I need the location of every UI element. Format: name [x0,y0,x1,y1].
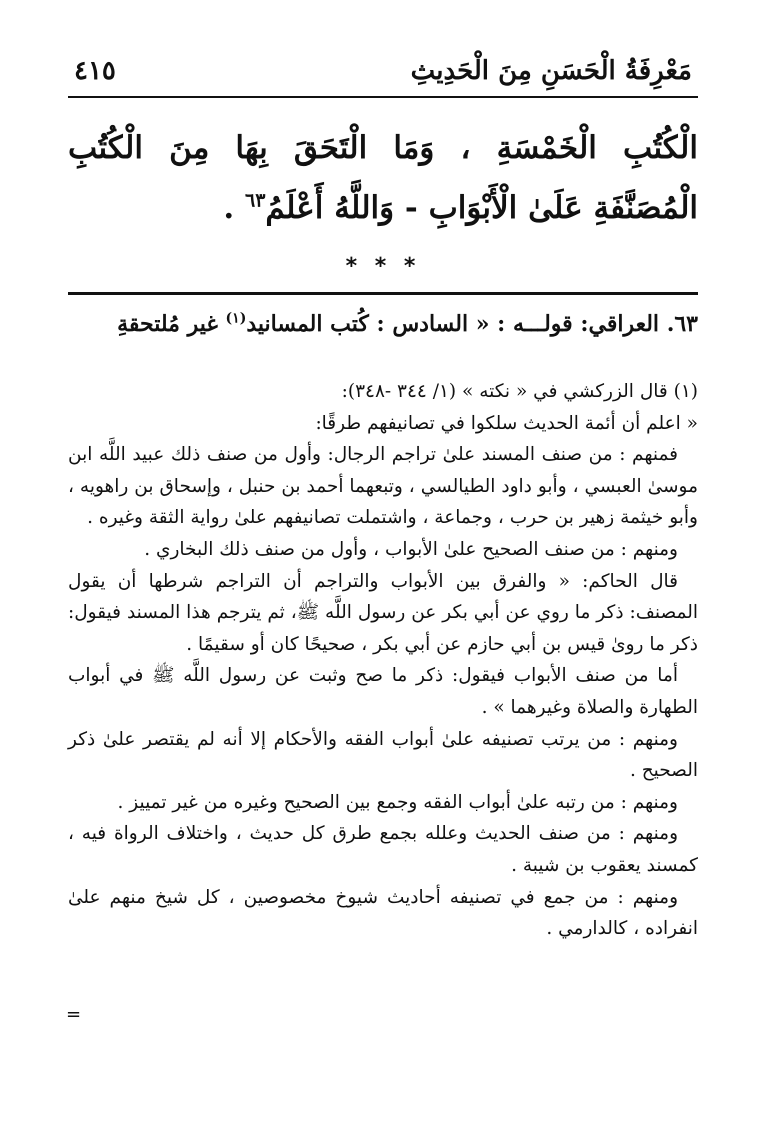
note-number: ٦٣. [666,311,698,337]
footnote-paragraph: ومنهم : من يرتب تصنيفه علىٰ أبواب الفقه والأحكام إلا أنه لم يقتصر علىٰ ذكر الصحيح . [68,728,698,782]
notes-divider [68,292,698,295]
footnotes [68,376,698,945]
note-quote-end: غير مُلتحقةِ [117,311,218,337]
footnote-paragraph: « اعلم أن أئمة الحديث سلكوا في تصانيفهم طرقًا: [315,412,698,434]
page-number: ٤١٥ [74,56,116,86]
section-separator: * * * [345,254,421,279]
header-rule [68,96,698,98]
note-author: العراقي: [580,311,660,337]
footnote-marker: (١) [225,310,247,327]
footnote-paragraph: فمنهم : من صنف المسند علىٰ تراجم الرجال: وأول من صنف ذلك عبيد اللَّه ابن موسىٰ العبسي ، وأبو داود الطيالسي ، وتبعهما أحمد بن حنبل ، وإسحاق بن راهويه ، وأبو خيثمة زهير بن حرب ، وجماعة ، واشتملت تصانيفهم علىٰ رواية الثقة وغيره . [68,444,698,529]
footnote-paragraph: ومنهم : من رتبه علىٰ أبواب الفقه وجمع بين الصحيح وغيره من غير تمييز . [117,791,678,813]
note-quote-start: قولـــه : « السادس : كُتب المسانيد [246,311,573,337]
footnote-paragraph: ومنهم : من جمع في تصنيفه أحاديث شيوخ مخصوصين ، كل شيخ منهم علىٰ انفراده ، كالدارمي . [68,886,698,940]
footnote-paragraph: ومنهم : من صنف الحديث وعلله بجمع طرق كل حديث ، واختلاف الرواة فيه ، كمسند يعقوب بن شيبة . [68,823,698,876]
main-end-punct: . [223,190,245,226]
footnote-paragraph: قال الحاكم: « والفرق بين الأبواب والتراجم أن التراجم شرطها أن يقول المصنف: ذكر ما روي عن أبي بكر عن رسول اللَّه ﷺ، ثم يترجم هذا المسند فيقول: ذكر ما روىٰ قيس بن أبي حازم عن أبي بكر ، صحيحًا كان أو سقيمًا . [68,570,698,655]
main-text-body: الْكُتُبِ الْخَمْسَةِ ، وَمَا الْتَحَقَ بِهَا مِنَ الْكُتُبِ الْمُصَنَّفَةِ عَلَىٰ الْأَبْوَابِ - وَاللَّهُ أَعْلَمُ [68,130,698,226]
main-note-ref: ٦٣ [244,189,266,212]
continuation-mark: = [66,1004,82,1025]
footnote-paragraph: ومنهم : من صنف الصحيح علىٰ الأبواب ، وأول من صنف ذلك البخاري . [144,538,678,560]
footnote-paragraph: (١) قال الزركشي في « نكته » (١/ ٣٤٤ -٣٤٨): [341,381,698,402]
note-heading [68,302,698,346]
running-title: مَعْرِفَةُ الْحَسَنِ مِنَ الْحَدِيثِ [410,56,692,86]
main-text [68,118,698,238]
running-header [68,54,698,98]
footnote-paragraph: أما من صنف الأبواب فيقول: ذكر ما صح وثبت عن رسول اللَّه ﷺ في أبواب الطهارة والصلاة وغيرهما » . [68,665,698,718]
